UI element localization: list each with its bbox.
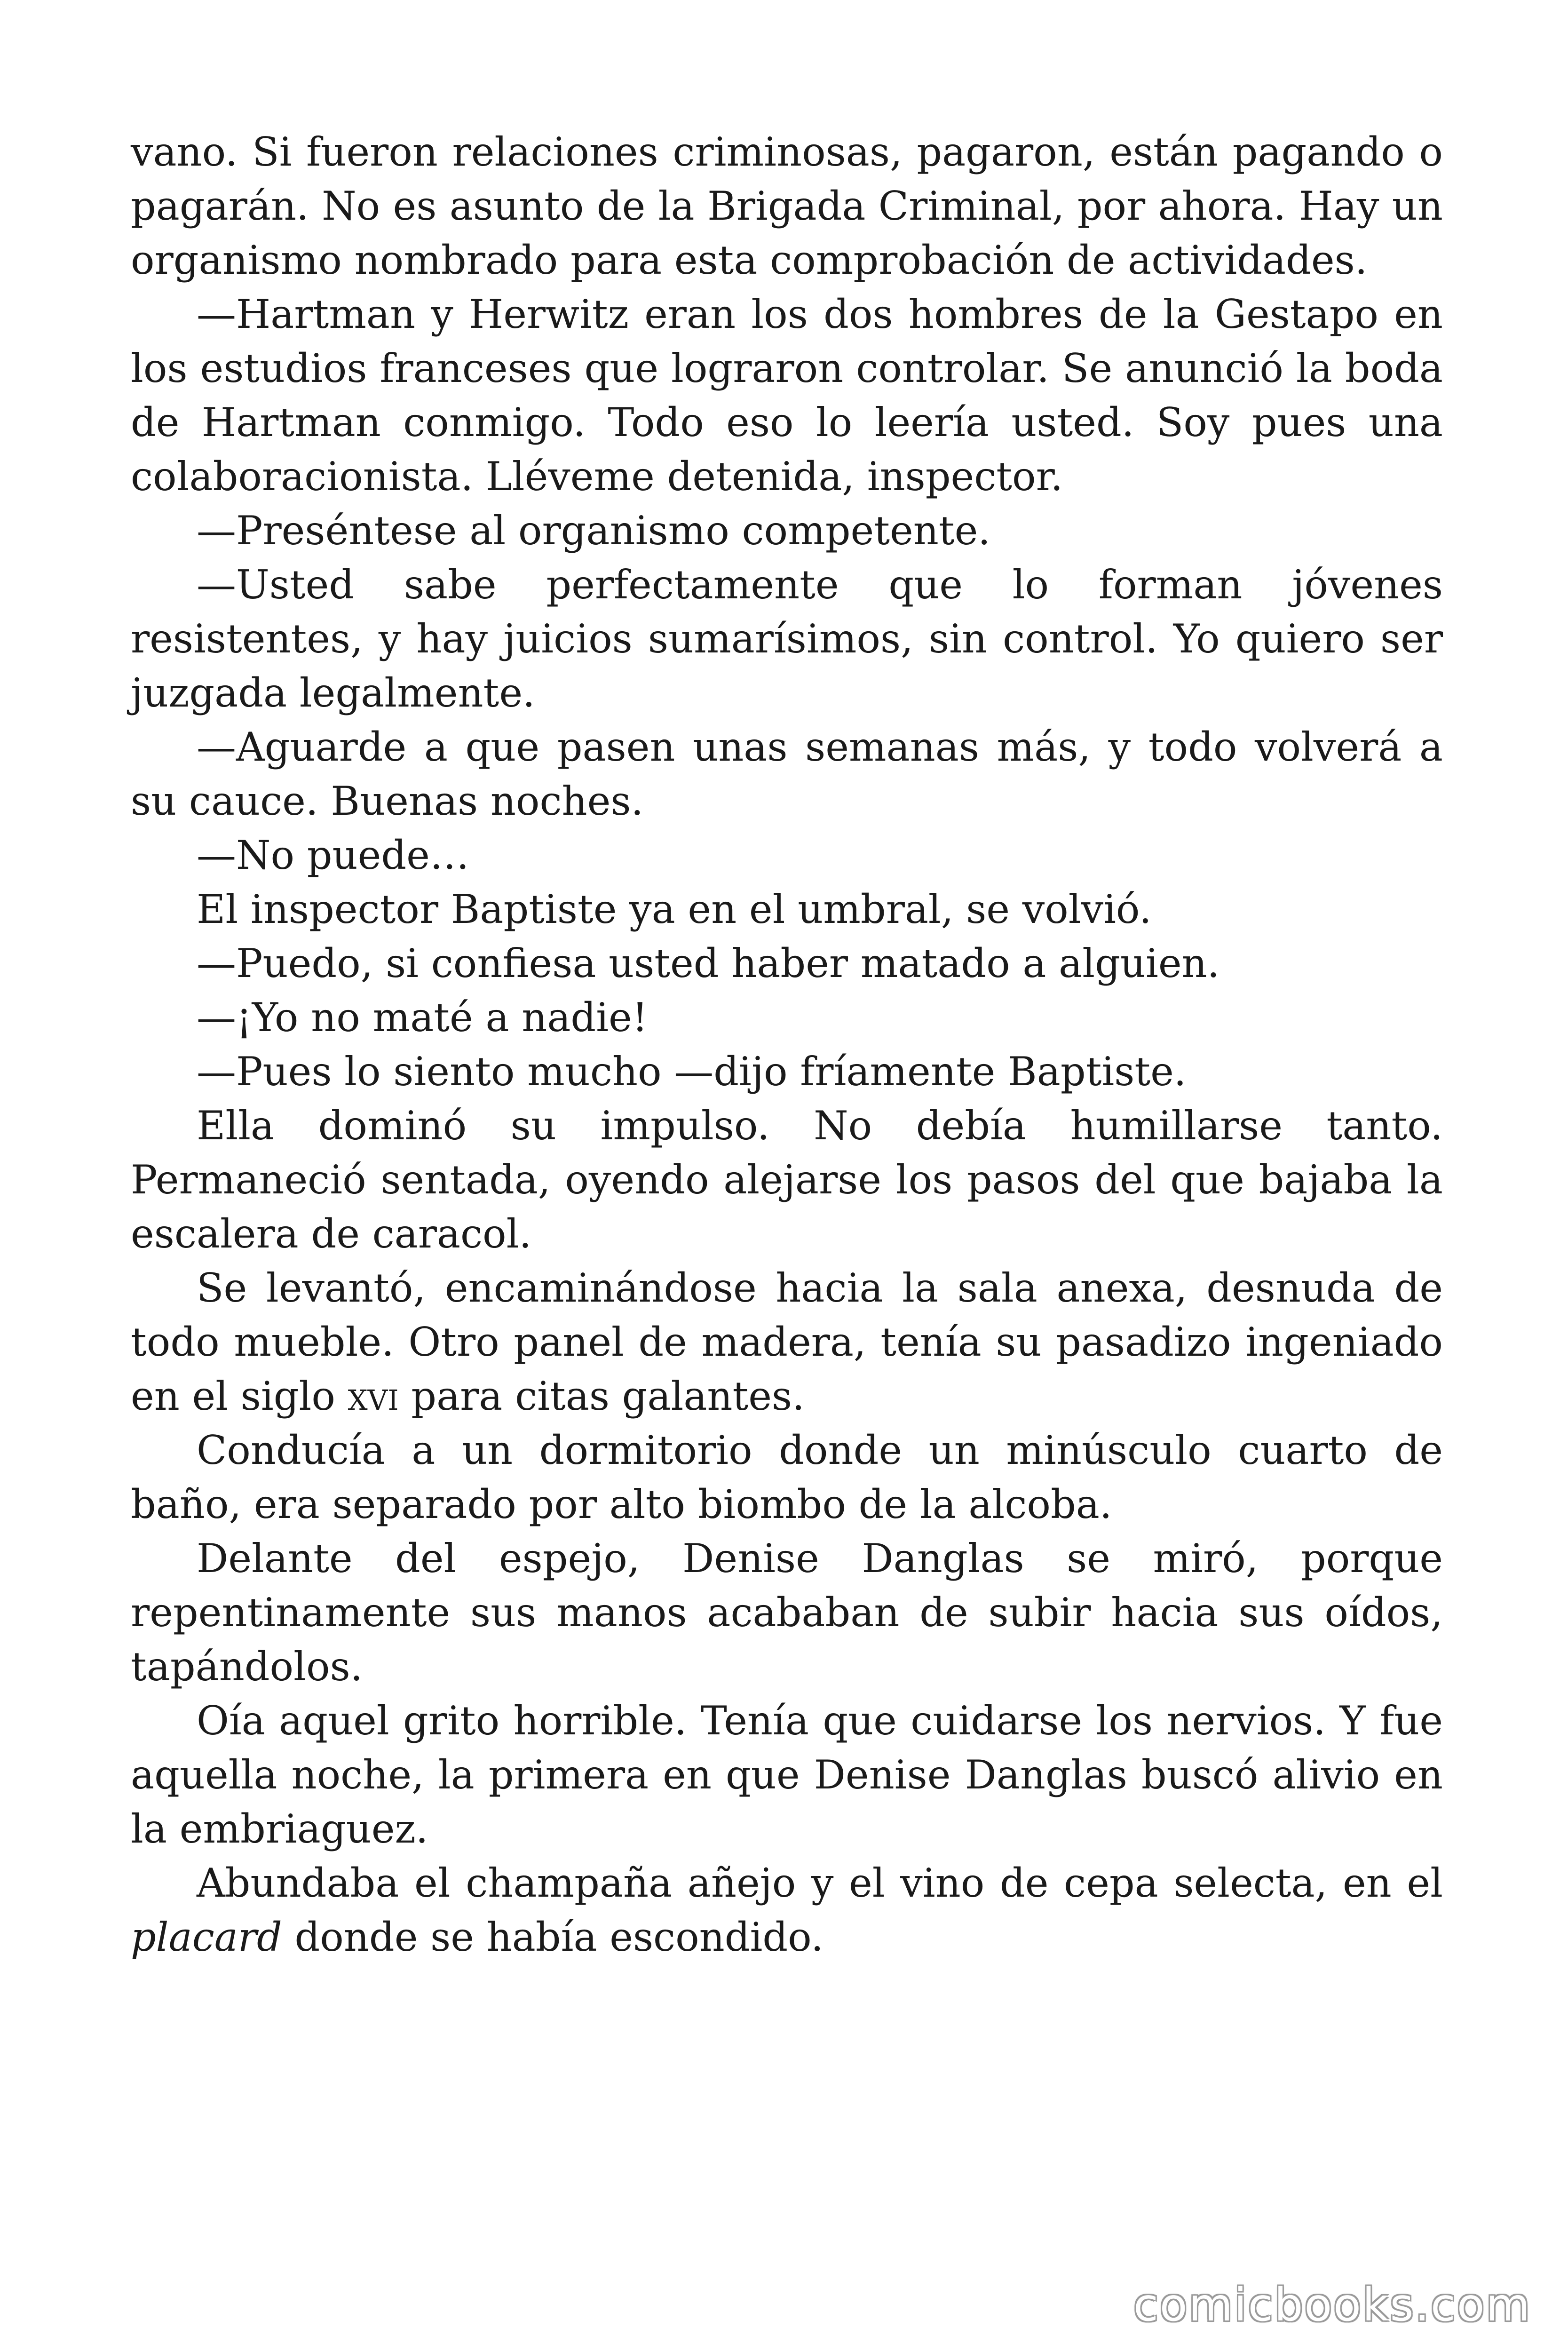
paragraph-8: —Puedo, si confiesa usted haber matado a alguien. xyxy=(197,940,1220,986)
century-numeral: xvi xyxy=(348,1373,399,1419)
paragraph-7: El inspector Baptiste ya en el umbral, se volvió. xyxy=(197,886,1152,932)
paragraph-4: —Usted sabe perfectamente que lo forman jóvenes resistentes, y hay juicios sumarísimos, sin control. Yo quiero ser juzgada legalmente. xyxy=(131,562,1443,716)
body-text xyxy=(131,125,1443,1964)
paragraph-13: Conducía a un dormitorio donde un minúsculo cuarto de baño, era separado por alto biombo de la alcoba. xyxy=(131,1427,1443,1527)
paragraph-16-after: donde se había escondido. xyxy=(282,1914,824,1960)
paragraph-12-after: para citas galantes. xyxy=(398,1373,805,1419)
paragraph-12 xyxy=(131,1261,1443,1423)
paragraph-3: —Preséntese al organismo competente. xyxy=(197,508,990,554)
paragraph-12-before: Se levantó, encaminándose hacia la sala anexa, desnuda de todo mueble. Otro panel de madera, tenía su pasadizo ingeniado en el siglo xyxy=(131,1265,1443,1419)
italic-word: placard xyxy=(131,1914,282,1960)
paragraph-1: vano. Si fueron relaciones criminosas, pagaron, están pagando o pagarán. No es asunto de la Brigada Criminal, por ahora. Hay un organismo nombrado para esta comprobación de actividades. xyxy=(131,129,1443,283)
paragraph-11: Ella dominó su impulso. No debía humillarse tanto. Permaneció sentada, oyendo alejarse los pasos del que bajaba la escalera de caracol. xyxy=(131,1103,1443,1257)
paragraph-16-before: Abundaba el champaña añejo y el vino de cepa selecta, en el xyxy=(197,1860,1443,1906)
paragraph-5: —Aguarde a que pasen unas semanas más, y todo volverá a su cauce. Buenas noches. xyxy=(131,724,1443,824)
paragraph-15: Oía aquel grito horrible. Tenía que cuidarse los nervios. Y fue aquella noche, la primera en que Denise Danglas buscó alivio en la embriaguez. xyxy=(131,1698,1443,1852)
paragraph-2: —Hartman y Herwitz eran los dos hombres de la Gestapo en los estudios franceses que lograron controlar. Se anunció la boda de Hartman conmigo. Todo eso lo leería usted. Soy pues una colaboracionista. Lléveme detenida, inspector. xyxy=(131,291,1443,500)
paragraph-10: —Pues lo siento mucho —dijo fríamente Baptiste. xyxy=(197,1049,1187,1095)
paragraph-6: —No puede… xyxy=(197,832,469,878)
paragraph-16 xyxy=(131,1856,1443,1964)
paragraph-14: Delante del espejo, Denise Danglas se miró, porque repentinamente sus manos acababan de subir hacia sus oídos, tapándolos. xyxy=(131,1535,1443,1690)
watermark-text: comicbooks.com xyxy=(1133,2279,1531,2331)
paragraph-9: —¡Yo no maté a nadie! xyxy=(197,994,648,1041)
